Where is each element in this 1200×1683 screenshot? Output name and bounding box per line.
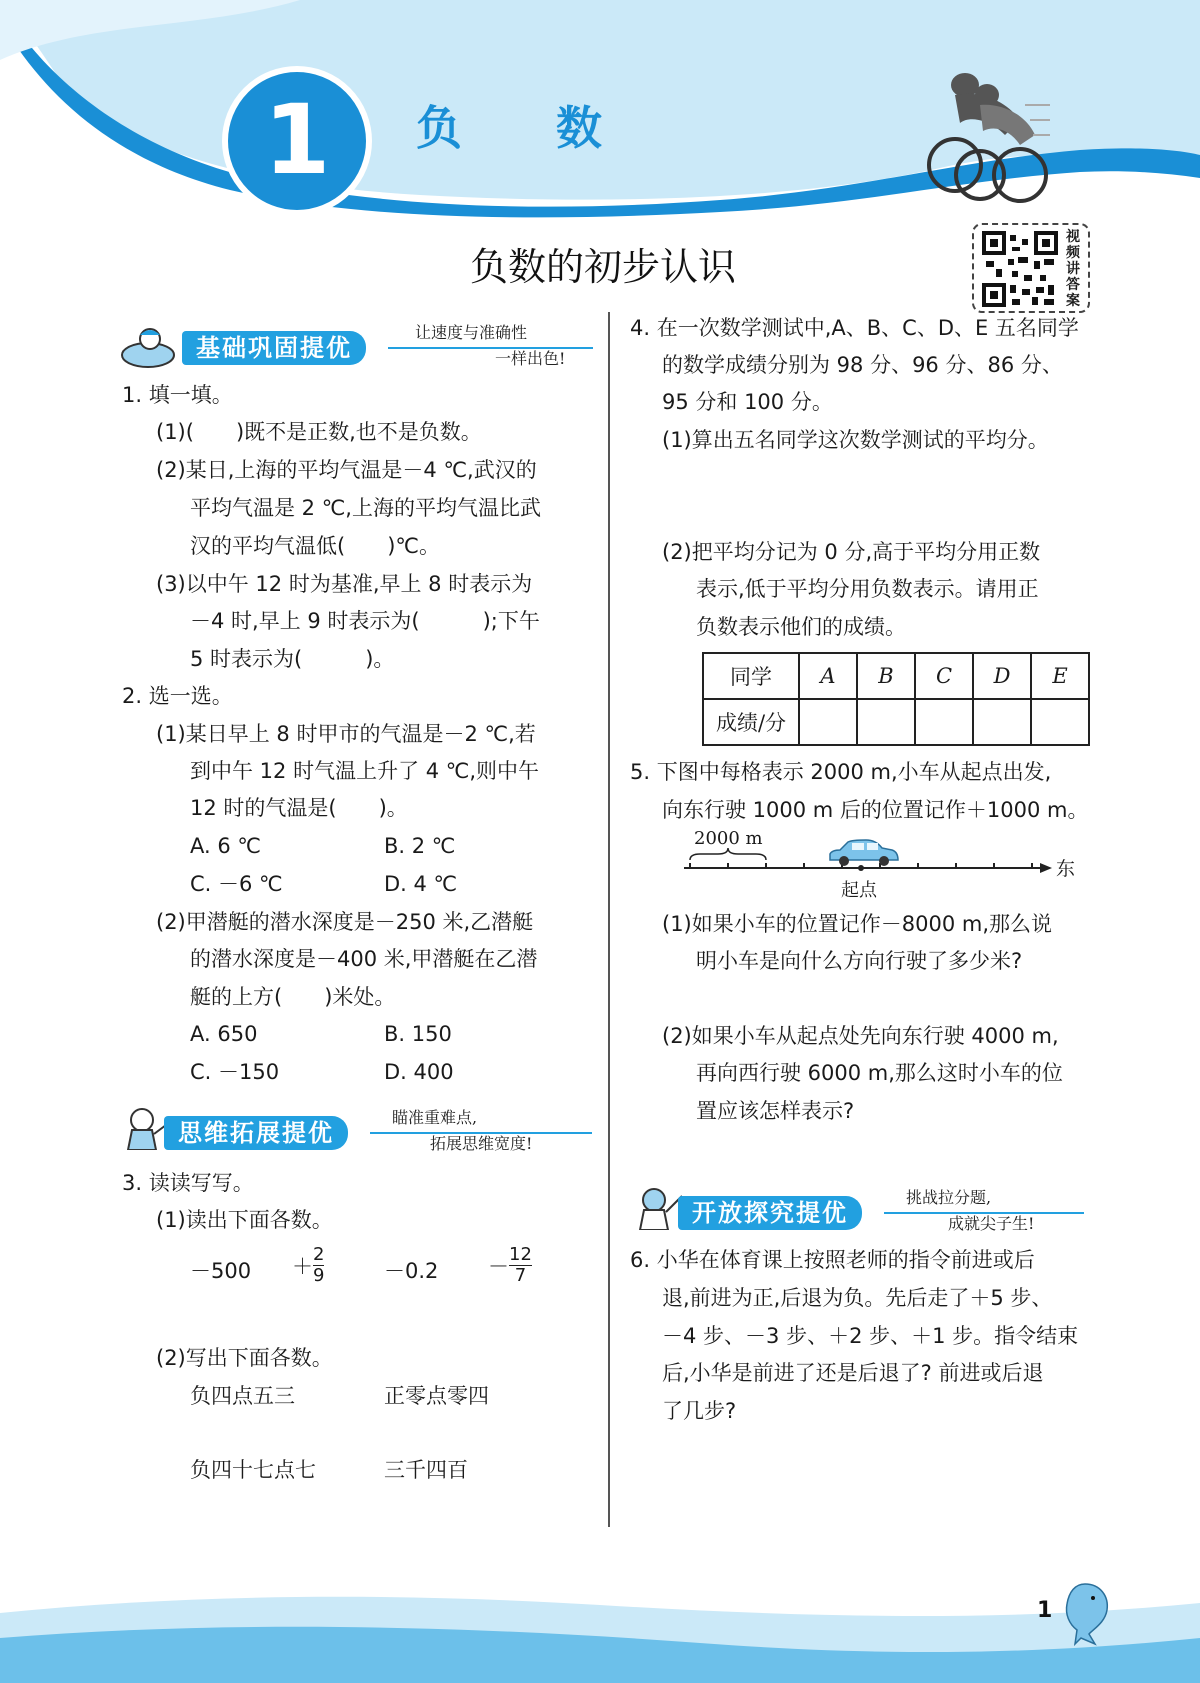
table-header-cell: D — [973, 653, 1031, 699]
table-header-cell: E — [1031, 653, 1089, 699]
question-1-2-line2: 平均气温是 2 ℃,上海的平均气温比武 — [190, 496, 541, 520]
section-banner-line — [370, 1132, 592, 1134]
table-row — [703, 699, 1089, 745]
section-banner-open — [630, 1188, 1090, 1233]
east-label: 东 — [1056, 858, 1076, 880]
chapter-number-badge: 1 — [222, 66, 372, 216]
car-icon — [826, 838, 900, 868]
word-number: 负四点五三 — [190, 1384, 295, 1408]
qr-label-char: 案 — [1066, 293, 1080, 309]
option-b: B. 150 — [384, 1022, 452, 1046]
option-c: C. －6 ℃ — [190, 872, 283, 896]
option-a: A. 6 ℃ — [190, 834, 261, 858]
qr-label-char: 频 — [1066, 245, 1080, 261]
option-d: D. 4 ℃ — [384, 872, 458, 896]
section-slogan-basic-1: 让速度与准确性 — [415, 323, 528, 342]
number-neg-500: －500 — [190, 1259, 252, 1283]
qr-code-block[interactable] — [972, 223, 1090, 313]
table-row — [703, 653, 1089, 699]
qr-label-char: 讲 — [1066, 261, 1080, 277]
question-5-line2: 向东行驶 1000 m 后的位置记作＋1000 m。 — [662, 798, 1089, 822]
section-slogan-open-1: 挑战拉分题, — [906, 1188, 992, 1207]
question-2-1-line2: 到中午 12 时气温上升了 4 ℃,则中午 — [190, 759, 540, 783]
option-a: A. 650 — [190, 1022, 258, 1046]
question-5-2-line3: 置应该怎样表示? — [696, 1099, 855, 1123]
table-cell[interactable] — [915, 699, 973, 745]
word-number: 负四十七点七 — [190, 1458, 316, 1482]
section-title-basic: 基础巩固提优 — [182, 331, 366, 365]
cyclists-illustration — [925, 65, 1050, 210]
lesson-title: 负数的初步认识 — [470, 245, 737, 289]
question-2-2-line2: 的潜水深度是－400 米,甲潜艇在乙潜 — [190, 947, 538, 971]
qr-label-char: 答 — [1066, 277, 1080, 293]
question-6: 6. 小华在体育课上按照老师的指令前进或后 — [630, 1248, 1035, 1272]
section-banner-line — [884, 1212, 1084, 1214]
question-5-1-line2: 明小车是向什么方向行驶了多少米? — [696, 949, 1023, 973]
question-2-2-line3: 艇的上方( )米处。 — [190, 985, 396, 1009]
question-1-3-line2: －4 时,早上 9 时表示为( );下午 — [190, 609, 540, 633]
question-3-1: (1)读出下面各数。 — [156, 1208, 333, 1232]
number-line-diagram — [680, 830, 1080, 900]
table-header-cell: B — [857, 653, 915, 699]
question-5: 5. 下图中每格表示 2000 m,小车从起点出发, — [630, 760, 1052, 784]
section-slogan-basic-2: 一样出色! — [495, 349, 566, 368]
qr-label-char: 视 — [1066, 229, 1080, 245]
question-5-2: (2)如果小车从起点处先向东行驶 4000 m, — [662, 1024, 1059, 1048]
question-1-2-line3: 汉的平均气温低( )℃。 — [190, 534, 440, 558]
question-1-1: (1)( )既不是正数,也不是负数。 — [156, 420, 482, 444]
question-3: 3. 读读写写。 — [122, 1171, 254, 1195]
scale-label: 2000 m — [694, 828, 763, 849]
score-table — [702, 652, 1090, 746]
origin-label: 起点 — [841, 880, 877, 901]
question-2-1: (1)某日早上 8 时甲市的气温是－2 ℃,若 — [156, 722, 536, 746]
section-banner-basic — [120, 323, 600, 368]
word-number: 三千四百 — [384, 1458, 468, 1482]
mascot-icon — [120, 325, 176, 369]
question-6-line5: 了几步? — [662, 1399, 737, 1423]
number-pos-fraction: ＋ $\frac{2}{9}$ — [292, 1244, 325, 1286]
chapter-title-char-1: 负 — [416, 101, 462, 155]
section-title-thinking: 思维拓展提优 — [164, 1116, 348, 1150]
table-cell[interactable] — [1031, 699, 1089, 745]
option-b: B. 2 ℃ — [384, 834, 456, 858]
qr-code-icon — [982, 231, 1058, 307]
section-banner-thinking — [120, 1108, 600, 1153]
dolphin-icon — [1055, 1578, 1115, 1650]
section-slogan-thinking-1: 瞄准重难点, — [392, 1108, 478, 1127]
question-3-2: (2)写出下面各数。 — [156, 1346, 333, 1370]
word-number: 正零点零四 — [384, 1384, 489, 1408]
question-1-2: (2)某日,上海的平均气温是－4 ℃,武汉的 — [156, 458, 537, 482]
question-4-line3: 95 分和 100 分。 — [662, 390, 833, 414]
question-2: 2. 选一选。 — [122, 684, 233, 708]
number-neg-0-2: －0.2 — [384, 1259, 439, 1283]
table-row-label: 成绩/分 — [703, 699, 799, 745]
table-header-cell: C — [915, 653, 973, 699]
question-2-1-line3: 12 时的气温是( )。 — [190, 796, 408, 820]
chapter-title-char-2: 数 — [556, 101, 602, 155]
option-c: C. －150 — [190, 1060, 280, 1084]
question-6-line3: －4 步、－3 步、＋2 步、＋1 步。指令结束 — [662, 1324, 1079, 1348]
question-4-1: (1)算出五名同学这次数学测试的平均分。 — [662, 428, 1049, 452]
table-header-cell: A — [799, 653, 857, 699]
question-5-2-line2: 再向西行驶 6000 m,那么这时小车的位 — [696, 1061, 1063, 1085]
question-1-3: (3)以中午 12 时为基准,早上 8 时表示为 — [156, 572, 533, 596]
question-6-line2: 退,前进为正,后退为负。先后走了＋5 步、 — [662, 1286, 1053, 1310]
question-4-2-line3: 负数表示他们的成绩。 — [696, 615, 906, 639]
question-4-2-line2: 表示,低于平均分用负数表示。请用正 — [696, 577, 1039, 601]
section-slogan-thinking-2: 拓展思维宽度! — [430, 1134, 533, 1153]
question-4-line2: 的数学成绩分别为 98 分、96 分、86 分、 — [662, 353, 1063, 377]
question-4: 4. 在一次数学测试中,A、B、C、D、E 五名同学 — [630, 316, 1079, 340]
section-title-open: 开放探究提优 — [678, 1196, 862, 1230]
table-header-cell: 同学 — [703, 653, 799, 699]
option-d: D. 400 — [384, 1060, 454, 1084]
section-banner-line — [388, 347, 593, 349]
table-cell[interactable] — [857, 699, 915, 745]
question-2-2: (2)甲潜艇的潜水深度是－250 米,乙潜艇 — [156, 910, 534, 934]
column-divider — [608, 312, 610, 1527]
section-slogan-open-2: 成就尖子生! — [948, 1214, 1035, 1233]
table-cell[interactable] — [799, 699, 857, 745]
number-neg-fraction: － $\frac{12}{7}$ — [488, 1244, 532, 1286]
question-4-2: (2)把平均分记为 0 分,高于平均分用正数 — [662, 540, 1041, 564]
question-1-3-line3: 5 时表示为( )。 — [190, 647, 395, 671]
table-cell[interactable] — [973, 699, 1031, 745]
question-5-1: (1)如果小车的位置记作－8000 m,那么说 — [662, 912, 1052, 936]
footer-wave-background — [0, 1583, 1200, 1683]
question-6-line4: 后,小华是前进了还是后退了? 前进或后退 — [662, 1361, 1044, 1385]
page-number: 1 — [1037, 1598, 1053, 1623]
question-1: 1. 填一填。 — [122, 383, 233, 407]
